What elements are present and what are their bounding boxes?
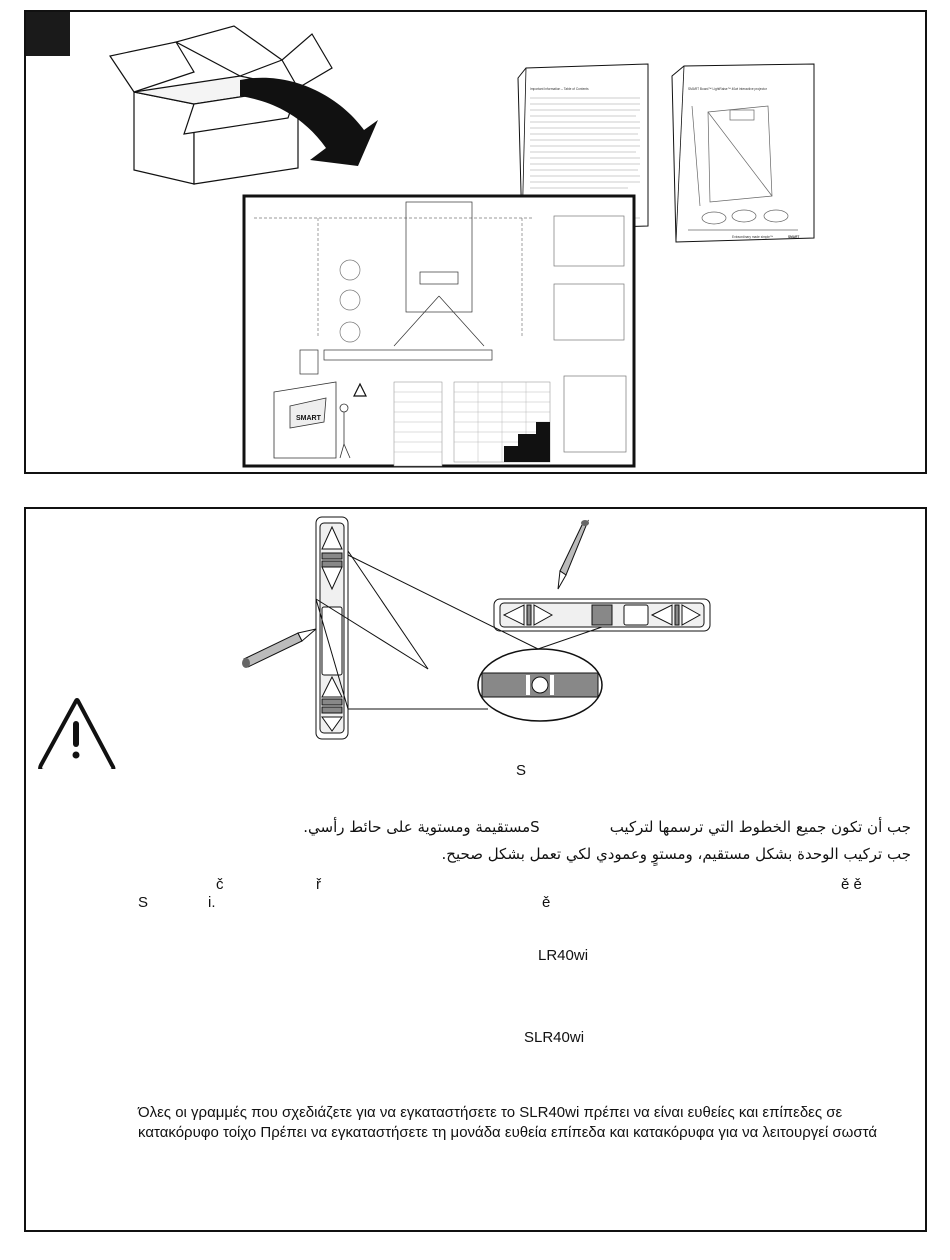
row2-s: S xyxy=(138,894,149,911)
vertical-level-icon xyxy=(316,517,348,739)
magnified-bubble-icon xyxy=(478,649,602,721)
product-booklet xyxy=(672,64,814,242)
svg-text:Important Information – Table: Important Information – Table of Contents xyxy=(530,87,589,91)
installation-poster xyxy=(244,196,634,466)
model-label-2: SLR40wi xyxy=(524,1029,585,1046)
arabic-line1-s: S xyxy=(530,818,540,836)
svg-text:SMART: SMART xyxy=(788,235,800,239)
greek-warning-text: Όλες οι γραμμές που σχεδιάζετε για να εγκαταστήσετε το SLR40wi πρέπει να είναι ευθείες και επίπεδες σε κατακόρυφο τοίχο Πρέπει να εγκαταστήσετε τη μονάδα ευθεία επίπεδα και κατακόρυφα για να λειτουργεί σωστά xyxy=(138,1104,878,1141)
row2-i: i. xyxy=(208,894,216,911)
czech-char-2: ř xyxy=(316,876,321,893)
arabic-line1-right: جب أن تكون جميع الخطوط التي ترسمها لتركيب xyxy=(609,818,911,836)
pencil-icon-left xyxy=(242,629,316,668)
pencil-icon-right xyxy=(558,520,589,589)
svg-text:Extraordinary made simple™: Extraordinary made simple™ xyxy=(732,235,774,239)
svg-text:SMART Board™ LightRaise™ 40wi: SMART Board™ LightRaise™ 40wi interactive projector xyxy=(688,87,767,91)
horizontal-level-icon xyxy=(494,599,710,631)
svg-text:SMART: SMART xyxy=(296,415,321,422)
model-label-1: LR40wi xyxy=(538,947,589,964)
czech-char-1: č xyxy=(216,876,224,893)
unpack-contents-panel xyxy=(24,10,927,474)
czech-char-3: ě ě xyxy=(841,876,862,893)
row2-e: ě xyxy=(542,894,551,911)
leveling-warning-panel xyxy=(24,507,927,1232)
warning-triangle-icon xyxy=(40,700,113,769)
arabic-warning-line1 xyxy=(303,817,911,837)
arabic-line1-left: مستقيمة ومستوية على حائط رأسي. xyxy=(303,818,531,836)
unpack-illustration xyxy=(26,12,929,476)
warning-line-s: S xyxy=(516,762,527,779)
leveling-illustration xyxy=(26,509,929,769)
arabic-warning-line2: جب تركيب الوحدة بشكل مستقيم، ومستوٍ وعمودي لكي تعمل بشكل صحيح. xyxy=(441,845,911,863)
